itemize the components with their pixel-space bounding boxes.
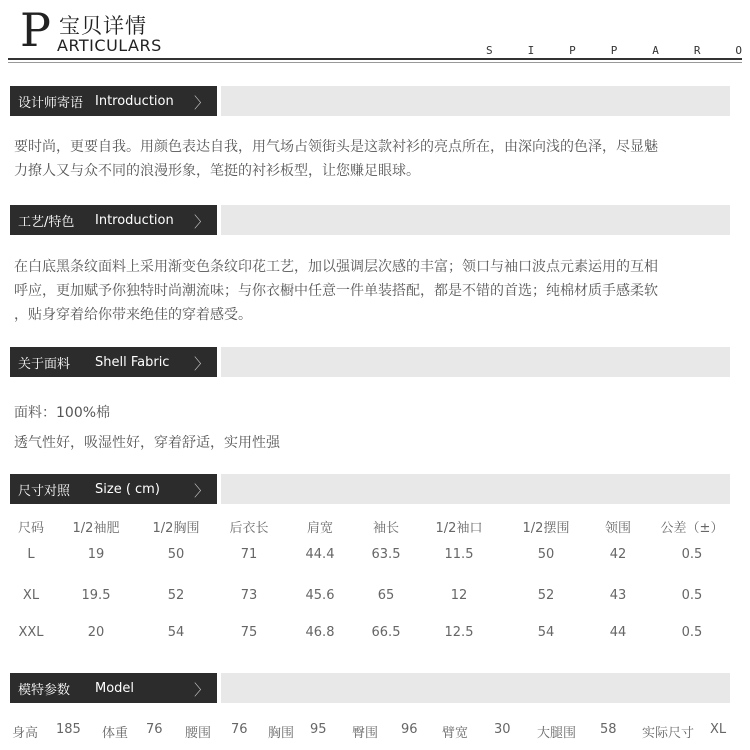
model-param-label: 体重 <box>102 726 129 741</box>
model-param-value: 76 <box>231 722 248 737</box>
size-table <box>8 512 738 642</box>
table-cell: 45.6 <box>305 587 335 603</box>
section-title-cn: 关于面料 <box>18 356 71 372</box>
model-param-value: 30 <box>494 722 511 737</box>
section-bar <box>221 205 730 235</box>
model-param-label: 臂宽 <box>442 726 469 741</box>
model-param-label: 臀围 <box>352 726 379 741</box>
section-bar <box>221 347 730 377</box>
table-cell: 19 <box>87 546 105 562</box>
table-header-cell: 公差（±） <box>660 520 724 536</box>
page-header <box>0 0 750 62</box>
section-tab <box>10 474 217 504</box>
text-line: ，贴身穿着给你带来绝佳的穿着感受。 <box>14 307 252 323</box>
section-header-fabric <box>10 347 730 377</box>
chevron-right-icon: 〉 <box>193 355 209 373</box>
section-header-model <box>10 673 730 703</box>
table-cell: 20 <box>87 624 105 640</box>
text-line: 力撩人又与众不同的浪漫形象，笔挺的衬衫板型，让您赚足眼球。 <box>14 163 420 179</box>
table-cell: 44.4 <box>305 546 335 562</box>
table-header-cell: 1/2袖肥 <box>72 520 120 536</box>
table-header-cell: 尺码 <box>17 520 44 536</box>
brand-letter: I <box>527 44 535 57</box>
table-cell: 65 <box>377 587 395 603</box>
section-bar <box>221 86 730 116</box>
table-cell: 11.5 <box>444 546 474 562</box>
brand-letter: P <box>610 44 618 57</box>
logo-title-cn: 宝贝详情 <box>59 14 147 38</box>
table-cell: 54 <box>167 624 185 640</box>
section-tab <box>10 673 217 703</box>
logo-title-en: ARTICULARS <box>57 36 162 55</box>
section-header-designer <box>10 86 730 116</box>
section-title-en: Size ( cm) <box>95 481 160 497</box>
table-row <box>8 540 738 568</box>
table-header-row <box>8 512 738 540</box>
chevron-right-icon: 〉 <box>193 94 209 112</box>
table-cell: 19.5 <box>81 587 111 603</box>
table-header-cell: 后衣长 <box>229 520 269 536</box>
section-tab <box>10 347 217 377</box>
text-line: 要时尚，更要自我。用颜色表达自我，用气场占领街头是这款衬衫的亮点所在，由深向浅的色泽，尽显魅 <box>14 139 658 155</box>
chevron-right-icon: 〉 <box>193 681 209 699</box>
table-cell: 52 <box>167 587 185 603</box>
table-cell: 75 <box>240 624 258 640</box>
text-line: 呼应，更加赋予你独特时尚潮流味；与你衣橱中任意一件单装搭配，都是不错的首选；纯棉材质手感柔软 <box>14 283 658 299</box>
brand-letter: O <box>735 44 742 57</box>
table-header-cell: 领围 <box>604 520 631 536</box>
model-param-value: 95 <box>310 722 327 737</box>
model-param-label: 胸围 <box>268 726 295 741</box>
logo-letter: P <box>20 3 51 57</box>
model-param-value: XL <box>710 722 727 737</box>
table-header-cell: 袖长 <box>372 520 399 536</box>
section-title-en: Model <box>95 680 135 696</box>
model-param-value: 76 <box>146 722 163 737</box>
table-cell: 73 <box>240 587 258 603</box>
table-header-cell: 1/2袖口 <box>435 520 483 536</box>
model-param-value: 58 <box>600 722 617 737</box>
model-param-label: 实际尺寸 <box>642 726 695 741</box>
model-param-value: 185 <box>56 722 81 737</box>
table-cell: 0.5 <box>681 624 703 640</box>
table-cell: 12.5 <box>444 624 474 640</box>
table-cell: 0.5 <box>681 587 703 603</box>
section-title-en: Shell Fabric <box>95 354 170 370</box>
table-cell: 71 <box>240 546 258 562</box>
section-bar <box>221 474 730 504</box>
section-title-en: Introduction <box>95 93 174 109</box>
model-param-label: 大腿围 <box>537 726 577 741</box>
fabric-text <box>14 398 734 458</box>
text-line: 在白底黑条纹面料上采用渐变色条纹印花工艺，加以强调层次感的丰富；领口与袖口波点元素运用的互相 <box>14 259 658 275</box>
table-cell: 66.5 <box>371 624 401 640</box>
table-header-cell: 1/2胸围 <box>152 520 200 536</box>
designer-text <box>14 135 734 183</box>
brand-name <box>486 44 742 57</box>
table-cell: 43 <box>609 587 627 603</box>
brand-letter: R <box>693 44 701 57</box>
table-cell: 0.5 <box>681 546 703 562</box>
craft-text <box>14 255 734 327</box>
section-header-craft <box>10 205 730 235</box>
brand-letter: P <box>569 44 576 57</box>
table-cell: 52 <box>537 587 555 603</box>
chevron-right-icon: 〉 <box>193 213 209 231</box>
brand-letter: A <box>652 44 659 57</box>
text-line: 透气性好，吸湿性好，穿着舒适，实用性强 <box>14 435 280 451</box>
table-header-cell: 1/2摆围 <box>522 520 570 536</box>
table-cell: 50 <box>167 546 185 562</box>
section-title-cn: 设计师寄语 <box>18 95 84 111</box>
section-header-size <box>10 474 730 504</box>
model-param-label: 身高 <box>12 726 39 741</box>
table-row <box>8 568 738 622</box>
table-cell: 54 <box>537 624 555 640</box>
section-title-en: Introduction <box>95 212 174 228</box>
table-row <box>8 622 738 642</box>
section-title-cn: 工艺/特色 <box>18 214 75 230</box>
table-cell: XL <box>22 587 40 603</box>
table-cell: XXL <box>18 624 44 640</box>
section-title-cn: 模特参数 <box>18 682 71 698</box>
table-cell: 46.8 <box>305 624 335 640</box>
section-bar <box>221 673 730 703</box>
table-cell: L <box>27 546 35 562</box>
header-divider-thin <box>8 62 742 63</box>
table-cell: 63.5 <box>371 546 401 562</box>
chevron-right-icon: 〉 <box>193 482 209 500</box>
table-cell: 42 <box>609 546 627 562</box>
brand-letter: S <box>486 44 493 57</box>
section-tab <box>10 205 217 235</box>
header-divider <box>8 58 742 60</box>
text-line: 面料：100%棉 <box>14 405 111 421</box>
table-cell: 12 <box>450 587 468 603</box>
section-tab <box>10 86 217 116</box>
table-header-cell: 肩宽 <box>306 520 333 536</box>
table-cell: 44 <box>609 624 627 640</box>
model-param-label: 腰围 <box>185 726 212 741</box>
section-title-cn: 尺寸对照 <box>18 483 71 499</box>
table-cell: 50 <box>537 546 555 562</box>
model-param-value: 96 <box>401 722 418 737</box>
